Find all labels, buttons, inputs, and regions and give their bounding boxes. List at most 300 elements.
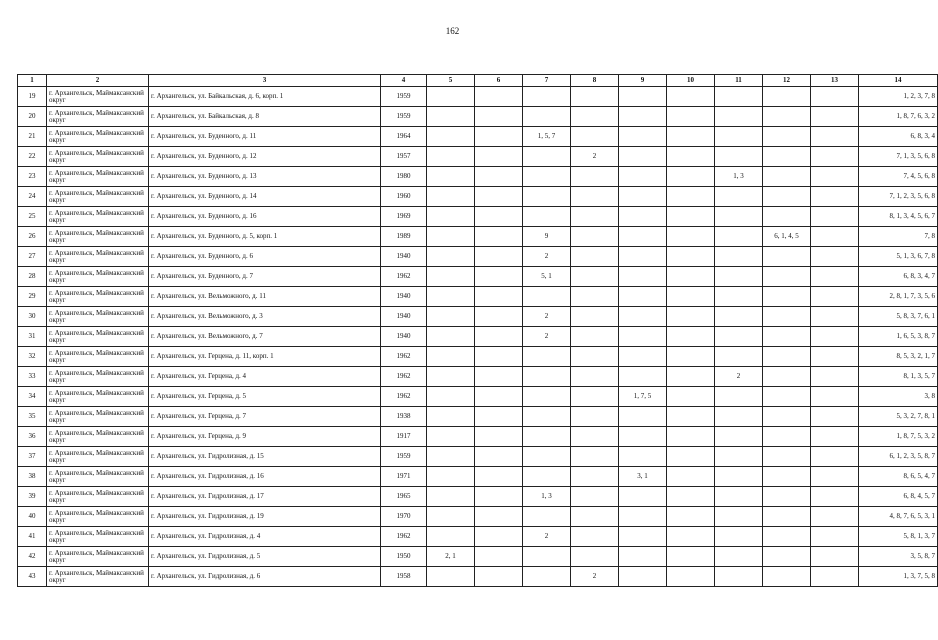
value-cell bbox=[619, 247, 667, 267]
value-cell bbox=[715, 407, 763, 427]
value-cell: 5, 1 bbox=[523, 267, 571, 287]
value-cell bbox=[571, 447, 619, 467]
value-cell bbox=[811, 167, 859, 187]
value-cell bbox=[619, 507, 667, 527]
district-cell: г. Архангельск, Маймаксанский округ bbox=[47, 567, 149, 587]
value-cell bbox=[427, 187, 475, 207]
value-cell bbox=[811, 267, 859, 287]
value-cell bbox=[427, 367, 475, 387]
value-cell bbox=[715, 487, 763, 507]
column-header: 5 bbox=[427, 75, 475, 87]
row-number: 35 bbox=[18, 407, 47, 427]
value-cell bbox=[811, 147, 859, 167]
value-cell bbox=[571, 527, 619, 547]
column-header: 7 bbox=[523, 75, 571, 87]
value-cell bbox=[667, 247, 715, 267]
value-cell bbox=[763, 287, 811, 307]
value-cell bbox=[667, 127, 715, 147]
value-cell: 1, 5, 7 bbox=[523, 127, 571, 147]
value-cell bbox=[811, 467, 859, 487]
value-cell bbox=[667, 147, 715, 167]
column-14-cell: 7, 1, 2, 3, 5, 6, 8 bbox=[859, 187, 938, 207]
table-row bbox=[18, 547, 938, 567]
year-cell: 1989 bbox=[381, 227, 427, 247]
value-cell bbox=[667, 187, 715, 207]
table-row bbox=[18, 127, 938, 147]
address-cell: г. Архангельск, ул. Гидролизная, д. 17 bbox=[149, 487, 381, 507]
column-14-cell: 7, 1, 3, 5, 6, 8 bbox=[859, 147, 938, 167]
column-14-cell: 6, 8, 4, 5, 7 bbox=[859, 487, 938, 507]
district-cell: г. Архангельск, Маймаксанский округ bbox=[47, 387, 149, 407]
column-14-cell: 8, 1, 3, 5, 7 bbox=[859, 367, 938, 387]
district-cell: г. Архангельск, Маймаксанский округ bbox=[47, 367, 149, 387]
address-cell: г. Архангельск, ул. Буденного, д. 7 bbox=[149, 267, 381, 287]
value-cell bbox=[763, 387, 811, 407]
value-cell: 1, 3 bbox=[523, 487, 571, 507]
value-cell bbox=[619, 307, 667, 327]
value-cell: 9 bbox=[523, 227, 571, 247]
address-cell: г. Архангельск, ул. Герцена, д. 11, корп. 1 bbox=[149, 347, 381, 367]
year-cell: 1969 bbox=[381, 207, 427, 227]
value-cell bbox=[475, 307, 523, 327]
row-number: 20 bbox=[18, 107, 47, 127]
value-cell bbox=[475, 327, 523, 347]
year-cell: 1960 bbox=[381, 187, 427, 207]
row-number: 19 bbox=[18, 87, 47, 107]
value-cell: 2 bbox=[523, 327, 571, 347]
value-cell bbox=[523, 467, 571, 487]
district-cell: г. Архангельск, Маймаксанский округ bbox=[47, 87, 149, 107]
table-body bbox=[18, 87, 938, 587]
value-cell bbox=[475, 247, 523, 267]
value-cell bbox=[475, 427, 523, 447]
value-cell bbox=[571, 247, 619, 267]
row-number: 43 bbox=[18, 567, 47, 587]
value-cell bbox=[667, 107, 715, 127]
value-cell bbox=[763, 247, 811, 267]
table-row bbox=[18, 307, 938, 327]
value-cell bbox=[427, 307, 475, 327]
table-row bbox=[18, 447, 938, 467]
value-cell bbox=[475, 127, 523, 147]
value-cell bbox=[427, 407, 475, 427]
address-cell: г. Архангельск, ул. Буденного, д. 14 bbox=[149, 187, 381, 207]
value-cell bbox=[475, 147, 523, 167]
table-row bbox=[18, 187, 938, 207]
value-cell bbox=[715, 567, 763, 587]
value-cell bbox=[619, 487, 667, 507]
value-cell bbox=[427, 447, 475, 467]
district-cell: г. Архангельск, Маймаксанский округ bbox=[47, 347, 149, 367]
value-cell bbox=[715, 387, 763, 407]
value-cell bbox=[811, 327, 859, 347]
table-row bbox=[18, 267, 938, 287]
row-number: 33 bbox=[18, 367, 47, 387]
row-number: 37 bbox=[18, 447, 47, 467]
value-cell bbox=[475, 407, 523, 427]
column-14-cell: 8, 6, 5, 4, 7 bbox=[859, 467, 938, 487]
column-header: 10 bbox=[667, 75, 715, 87]
district-cell: г. Архангельск, Маймаксанский округ bbox=[47, 407, 149, 427]
value-cell bbox=[475, 287, 523, 307]
value-cell bbox=[763, 347, 811, 367]
value-cell bbox=[763, 187, 811, 207]
value-cell bbox=[475, 447, 523, 467]
row-number: 26 bbox=[18, 227, 47, 247]
value-cell bbox=[427, 87, 475, 107]
value-cell bbox=[811, 207, 859, 227]
table-row bbox=[18, 227, 938, 247]
value-cell bbox=[475, 527, 523, 547]
year-cell: 1957 bbox=[381, 147, 427, 167]
value-cell bbox=[475, 87, 523, 107]
column-header: 6 bbox=[475, 75, 523, 87]
column-14-cell: 8, 1, 3, 4, 5, 6, 7 bbox=[859, 207, 938, 227]
value-cell bbox=[619, 187, 667, 207]
address-cell: г. Архангельск, ул. Байкальская, д. 8 bbox=[149, 107, 381, 127]
address-cell: г. Архангельск, ул. Гидролизная, д. 5 bbox=[149, 547, 381, 567]
table-header bbox=[18, 75, 938, 87]
value-cell bbox=[667, 267, 715, 287]
column-14-cell: 2, 8, 1, 7, 3, 5, 6 bbox=[859, 287, 938, 307]
value-cell bbox=[811, 287, 859, 307]
address-cell: г. Архангельск, ул. Герцена, д. 4 bbox=[149, 367, 381, 387]
row-number: 22 bbox=[18, 147, 47, 167]
table-row bbox=[18, 167, 938, 187]
value-cell bbox=[523, 367, 571, 387]
address-cell: г. Архангельск, ул. Буденного, д. 11 bbox=[149, 127, 381, 147]
district-cell: г. Архангельск, Маймаксанский округ bbox=[47, 247, 149, 267]
value-cell bbox=[811, 247, 859, 267]
value-cell bbox=[811, 307, 859, 327]
value-cell bbox=[427, 207, 475, 227]
value-cell bbox=[571, 387, 619, 407]
value-cell bbox=[523, 347, 571, 367]
value-cell bbox=[619, 327, 667, 347]
address-cell: г. Архангельск, ул. Герцена, д. 9 bbox=[149, 427, 381, 447]
value-cell bbox=[427, 127, 475, 147]
value-cell bbox=[811, 407, 859, 427]
district-cell: г. Архангельск, Маймаксанский округ bbox=[47, 227, 149, 247]
value-cell bbox=[619, 527, 667, 547]
value-cell bbox=[667, 427, 715, 447]
value-cell: 2 bbox=[715, 367, 763, 387]
value-cell bbox=[811, 487, 859, 507]
value-cell bbox=[427, 507, 475, 527]
district-cell: г. Архангельск, Маймаксанский округ bbox=[47, 427, 149, 447]
table-row bbox=[18, 507, 938, 527]
value-cell bbox=[667, 467, 715, 487]
value-cell bbox=[523, 167, 571, 187]
value-cell bbox=[763, 127, 811, 147]
value-cell bbox=[715, 447, 763, 467]
year-cell: 1940 bbox=[381, 247, 427, 267]
value-cell bbox=[427, 427, 475, 447]
value-cell bbox=[715, 507, 763, 527]
value-cell bbox=[427, 567, 475, 587]
table-row bbox=[18, 487, 938, 507]
year-cell: 1940 bbox=[381, 327, 427, 347]
table-row bbox=[18, 407, 938, 427]
row-number: 21 bbox=[18, 127, 47, 147]
value-cell bbox=[667, 367, 715, 387]
value-cell bbox=[427, 227, 475, 247]
value-cell bbox=[619, 427, 667, 447]
table-row bbox=[18, 247, 938, 267]
value-cell bbox=[715, 547, 763, 567]
year-cell: 1940 bbox=[381, 287, 427, 307]
value-cell bbox=[715, 327, 763, 347]
value-cell bbox=[475, 487, 523, 507]
value-cell bbox=[523, 147, 571, 167]
value-cell bbox=[811, 87, 859, 107]
district-cell: г. Архангельск, Маймаксанский округ bbox=[47, 147, 149, 167]
value-cell bbox=[667, 407, 715, 427]
column-header: 8 bbox=[571, 75, 619, 87]
table-row bbox=[18, 527, 938, 547]
value-cell bbox=[571, 507, 619, 527]
address-cell: г. Архангельск, ул. Гидролизная, д. 15 bbox=[149, 447, 381, 467]
value-cell bbox=[715, 87, 763, 107]
value-cell bbox=[811, 387, 859, 407]
value-cell bbox=[523, 447, 571, 467]
column-header: 9 bbox=[619, 75, 667, 87]
value-cell bbox=[619, 167, 667, 187]
year-cell: 1962 bbox=[381, 367, 427, 387]
value-cell bbox=[763, 487, 811, 507]
column-header: 1 bbox=[18, 75, 47, 87]
table-row bbox=[18, 207, 938, 227]
column-header: 12 bbox=[763, 75, 811, 87]
column-header: 4 bbox=[381, 75, 427, 87]
address-cell: г. Архангельск, ул. Гидролизная, д. 4 bbox=[149, 527, 381, 547]
value-cell bbox=[763, 547, 811, 567]
value-cell bbox=[619, 287, 667, 307]
column-14-cell: 6, 8, 3, 4, 7 bbox=[859, 267, 938, 287]
value-cell bbox=[475, 187, 523, 207]
value-cell bbox=[523, 87, 571, 107]
value-cell bbox=[427, 467, 475, 487]
value-cell bbox=[667, 447, 715, 467]
year-cell: 1959 bbox=[381, 107, 427, 127]
value-cell bbox=[715, 467, 763, 487]
value-cell bbox=[619, 127, 667, 147]
value-cell bbox=[619, 447, 667, 467]
value-cell: 2 bbox=[571, 567, 619, 587]
table-row bbox=[18, 367, 938, 387]
value-cell bbox=[763, 467, 811, 487]
value-cell bbox=[715, 247, 763, 267]
value-cell bbox=[427, 147, 475, 167]
year-cell: 1958 bbox=[381, 567, 427, 587]
value-cell bbox=[811, 547, 859, 567]
value-cell bbox=[475, 267, 523, 287]
value-cell bbox=[523, 547, 571, 567]
value-cell bbox=[667, 487, 715, 507]
value-cell bbox=[763, 447, 811, 467]
district-cell: г. Архангельск, Маймаксанский округ bbox=[47, 467, 149, 487]
year-cell: 1938 bbox=[381, 407, 427, 427]
value-cell bbox=[427, 287, 475, 307]
address-cell: г. Архангельск, ул. Вельможного, д. 11 bbox=[149, 287, 381, 307]
column-14-cell: 7, 4, 5, 6, 8 bbox=[859, 167, 938, 187]
page-number: 162 bbox=[445, 26, 460, 36]
year-cell: 1962 bbox=[381, 387, 427, 407]
value-cell bbox=[523, 207, 571, 227]
address-cell: г. Архангельск, ул. Гидролизная, д. 19 bbox=[149, 507, 381, 527]
value-cell bbox=[763, 407, 811, 427]
value-cell bbox=[811, 527, 859, 547]
value-cell bbox=[811, 187, 859, 207]
value-cell bbox=[571, 227, 619, 247]
year-cell: 1959 bbox=[381, 447, 427, 467]
value-cell bbox=[619, 147, 667, 167]
table-row bbox=[18, 107, 938, 127]
column-14-cell: 1, 8, 7, 6, 3, 2 bbox=[859, 107, 938, 127]
year-cell: 1962 bbox=[381, 347, 427, 367]
value-cell bbox=[715, 427, 763, 447]
table-row bbox=[18, 567, 938, 587]
value-cell: 2 bbox=[523, 307, 571, 327]
value-cell bbox=[475, 467, 523, 487]
district-cell: г. Архангельск, Маймаксанский округ bbox=[47, 547, 149, 567]
value-cell bbox=[667, 327, 715, 347]
value-cell bbox=[571, 487, 619, 507]
row-number: 39 bbox=[18, 487, 47, 507]
column-14-cell: 1, 8, 7, 5, 3, 2 bbox=[859, 427, 938, 447]
column-14-cell: 7, 8 bbox=[859, 227, 938, 247]
value-cell bbox=[619, 227, 667, 247]
value-cell bbox=[811, 567, 859, 587]
column-header: 14 bbox=[859, 75, 938, 87]
value-cell bbox=[523, 407, 571, 427]
value-cell bbox=[715, 187, 763, 207]
value-cell bbox=[427, 267, 475, 287]
value-cell bbox=[715, 307, 763, 327]
value-cell: 3, 1 bbox=[619, 467, 667, 487]
year-cell: 1959 bbox=[381, 87, 427, 107]
district-cell: г. Архангельск, Маймаксанский округ bbox=[47, 267, 149, 287]
value-cell bbox=[715, 347, 763, 367]
value-cell bbox=[427, 347, 475, 367]
district-cell: г. Архангельск, Маймаксанский округ bbox=[47, 487, 149, 507]
value-cell bbox=[763, 267, 811, 287]
address-cell: г. Архангельск, ул. Буденного, д. 16 bbox=[149, 207, 381, 227]
value-cell bbox=[811, 427, 859, 447]
year-cell: 1980 bbox=[381, 167, 427, 187]
row-number: 38 bbox=[18, 467, 47, 487]
district-cell: г. Архангельск, Маймаксанский округ bbox=[47, 527, 149, 547]
year-cell: 1962 bbox=[381, 527, 427, 547]
value-cell bbox=[619, 107, 667, 127]
value-cell bbox=[811, 367, 859, 387]
value-cell bbox=[523, 567, 571, 587]
value-cell bbox=[811, 127, 859, 147]
value-cell bbox=[715, 287, 763, 307]
address-cell: г. Архангельск, ул. Вельможного, д. 3 bbox=[149, 307, 381, 327]
value-cell bbox=[715, 267, 763, 287]
value-cell: 1, 7, 5 bbox=[619, 387, 667, 407]
value-cell bbox=[571, 87, 619, 107]
column-14-cell: 4, 8, 7, 6, 5, 3, 1 bbox=[859, 507, 938, 527]
value-cell: 2 bbox=[523, 247, 571, 267]
district-cell: г. Архангельск, Маймаксанский округ bbox=[47, 447, 149, 467]
year-cell: 1917 bbox=[381, 427, 427, 447]
table-row bbox=[18, 147, 938, 167]
district-cell: г. Архангельск, Маймаксанский округ bbox=[47, 287, 149, 307]
value-cell bbox=[523, 507, 571, 527]
value-cell bbox=[475, 107, 523, 127]
value-cell bbox=[475, 367, 523, 387]
value-cell bbox=[619, 547, 667, 567]
year-cell: 1964 bbox=[381, 127, 427, 147]
table-row bbox=[18, 427, 938, 447]
value-cell bbox=[763, 147, 811, 167]
value-cell bbox=[715, 207, 763, 227]
value-cell bbox=[571, 307, 619, 327]
value-cell bbox=[763, 167, 811, 187]
column-14-cell: 6, 8, 3, 4 bbox=[859, 127, 938, 147]
value-cell bbox=[667, 207, 715, 227]
value-cell bbox=[571, 327, 619, 347]
value-cell bbox=[763, 367, 811, 387]
table-row bbox=[18, 327, 938, 347]
value-cell bbox=[667, 387, 715, 407]
value-cell bbox=[619, 407, 667, 427]
column-header: 3 bbox=[149, 75, 381, 87]
value-cell bbox=[811, 447, 859, 467]
column-14-cell: 6, 1, 2, 3, 5, 8, 7 bbox=[859, 447, 938, 467]
value-cell bbox=[427, 107, 475, 127]
address-cell: г. Архангельск, ул. Буденного, д. 5, корп. 1 bbox=[149, 227, 381, 247]
value-cell bbox=[667, 87, 715, 107]
row-number: 40 bbox=[18, 507, 47, 527]
address-cell: г. Архангельск, ул. Гидролизная, д. 16 bbox=[149, 467, 381, 487]
value-cell bbox=[571, 207, 619, 227]
value-cell bbox=[763, 87, 811, 107]
column-14-cell: 5, 8, 3, 7, 6, 1 bbox=[859, 307, 938, 327]
column-14-cell: 5, 8, 1, 3, 7 bbox=[859, 527, 938, 547]
value-cell bbox=[811, 107, 859, 127]
value-cell bbox=[619, 347, 667, 367]
value-cell bbox=[763, 107, 811, 127]
value-cell bbox=[667, 307, 715, 327]
row-number: 41 bbox=[18, 527, 47, 547]
value-cell: 1, 3 bbox=[715, 167, 763, 187]
column-14-cell: 1, 2, 3, 7, 8 bbox=[859, 87, 938, 107]
value-cell bbox=[619, 367, 667, 387]
row-number: 29 bbox=[18, 287, 47, 307]
value-cell bbox=[763, 307, 811, 327]
value-cell bbox=[763, 527, 811, 547]
column-14-cell: 5, 1, 3, 6, 7, 8 bbox=[859, 247, 938, 267]
value-cell bbox=[571, 467, 619, 487]
value-cell bbox=[571, 107, 619, 127]
row-number: 36 bbox=[18, 427, 47, 447]
column-14-cell: 1, 6, 5, 3, 8, 7 bbox=[859, 327, 938, 347]
row-number: 31 bbox=[18, 327, 47, 347]
value-cell bbox=[571, 127, 619, 147]
value-cell bbox=[667, 507, 715, 527]
table-row bbox=[18, 387, 938, 407]
value-cell bbox=[763, 567, 811, 587]
value-cell bbox=[571, 267, 619, 287]
value-cell bbox=[475, 227, 523, 247]
year-cell: 1971 bbox=[381, 467, 427, 487]
row-number: 27 bbox=[18, 247, 47, 267]
table-row bbox=[18, 287, 938, 307]
value-cell bbox=[523, 187, 571, 207]
